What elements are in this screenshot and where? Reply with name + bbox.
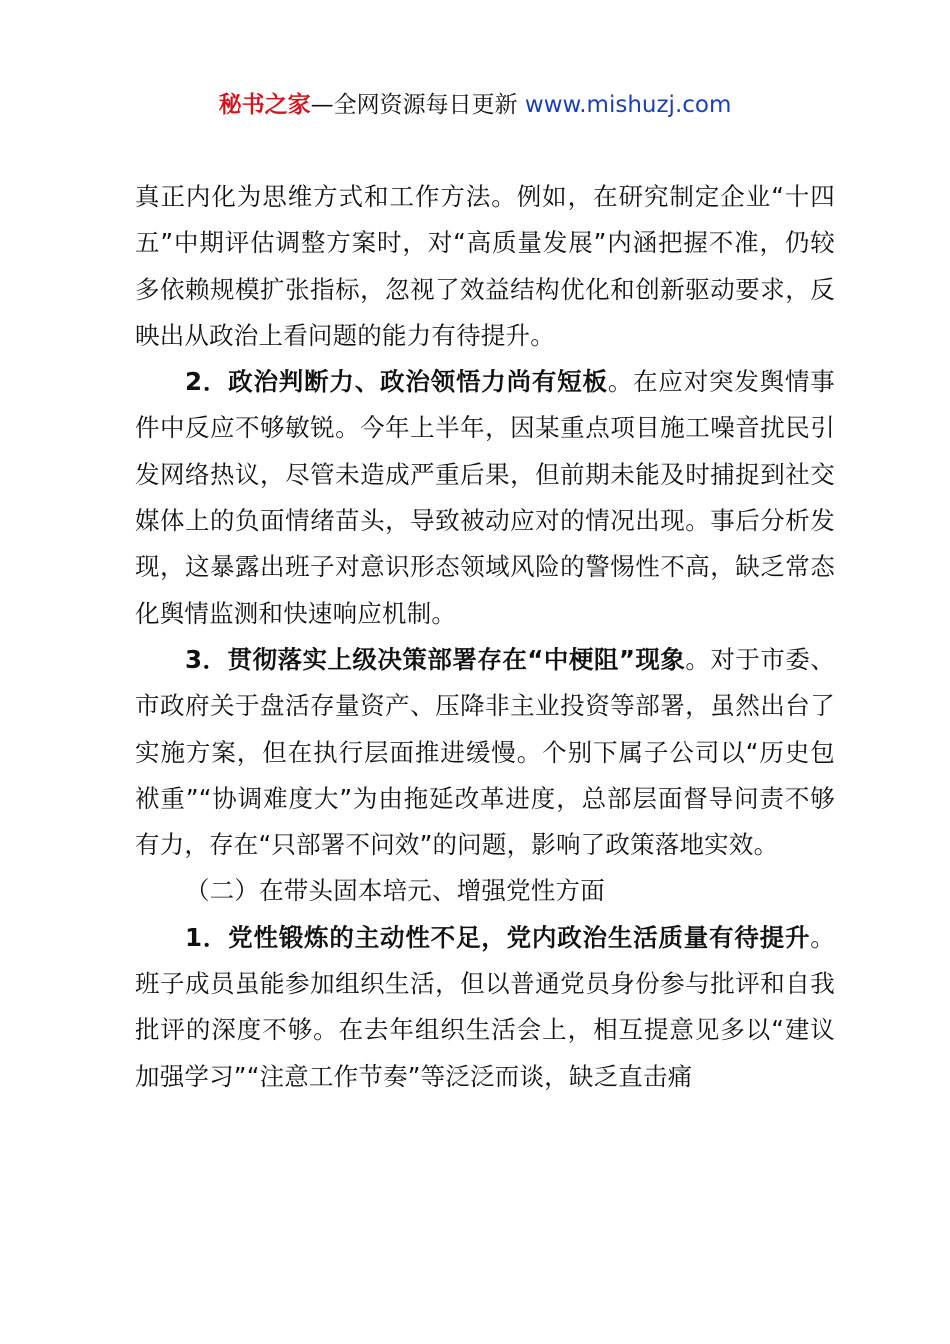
paragraph-section2-item-1 [135,915,835,1100]
header-brand: 秘书之家 [218,92,311,118]
item-3-heading: 3．贯彻落实上级决策部署存在“中梗阻”现象 [185,644,686,674]
section2-item-1-heading: 1．党性锻炼的主动性不足，党内政治生活质量有待提升 [185,922,811,952]
paragraph-continuation: 真正内化为思维方式和工作方法。例如，在研究制定企业“十四五”中期评估调整方案时，对“高质量发展”内涵把握不准，仍较多依赖规模扩张指标，忽视了效益结构优化和创新驱动要求，反映出从政治上看问题的能力有待提升。 [135,182,835,350]
paragraph-item-3 [135,637,835,868]
header-tagline: —全网资源每日更新 [310,92,525,118]
page-header [0,88,950,122]
section2-item-1-text: 。班子成员虽能参加组织生活，但以普通党员身份参与批评和自我批评的深度不够。在去年组织生活会上，相互提意见多以“建议加强学习”“注意工作节奏”等泛泛而谈，缺乏直击痛 [135,922,835,1091]
item-3-text: 。对于市委、市政府关于盘活存量资产、压降非主业投资等部署，虽然出台了实施方案，但在执行层面推进缓慢。个别下属子公司以“历史包袱重”“协调难度大”为由拖延改革进度，总部层面督导问责不够有力，存在“只部署不问效”的问题，影响了政策落地实效。 [135,644,836,860]
item-2-heading: 2．政治判断力、政治领悟力尚有短板 [185,367,608,397]
header-url-link[interactable]: www.mishuzj.com [524,92,732,118]
section-2-title: （二）在带头固本培元、增强党性方面 [185,876,605,906]
paragraph-item-2 [135,359,835,637]
document-body [135,174,835,1100]
item-2-text: 。在应对突发舆情事件中反应不够敏锐。今年上半年，因某重点项目施工噪音扰民引发网络热议，尽管未造成严重后果，但前期未能及时捕捉到社交媒体上的负面情绪苗头，导致被动应对的情况出现。事后分析发现，这暴露出班子对意识形态领域风险的警惕性不高，缺乏常态化舆情监测和快速响应机制。 [135,367,835,628]
